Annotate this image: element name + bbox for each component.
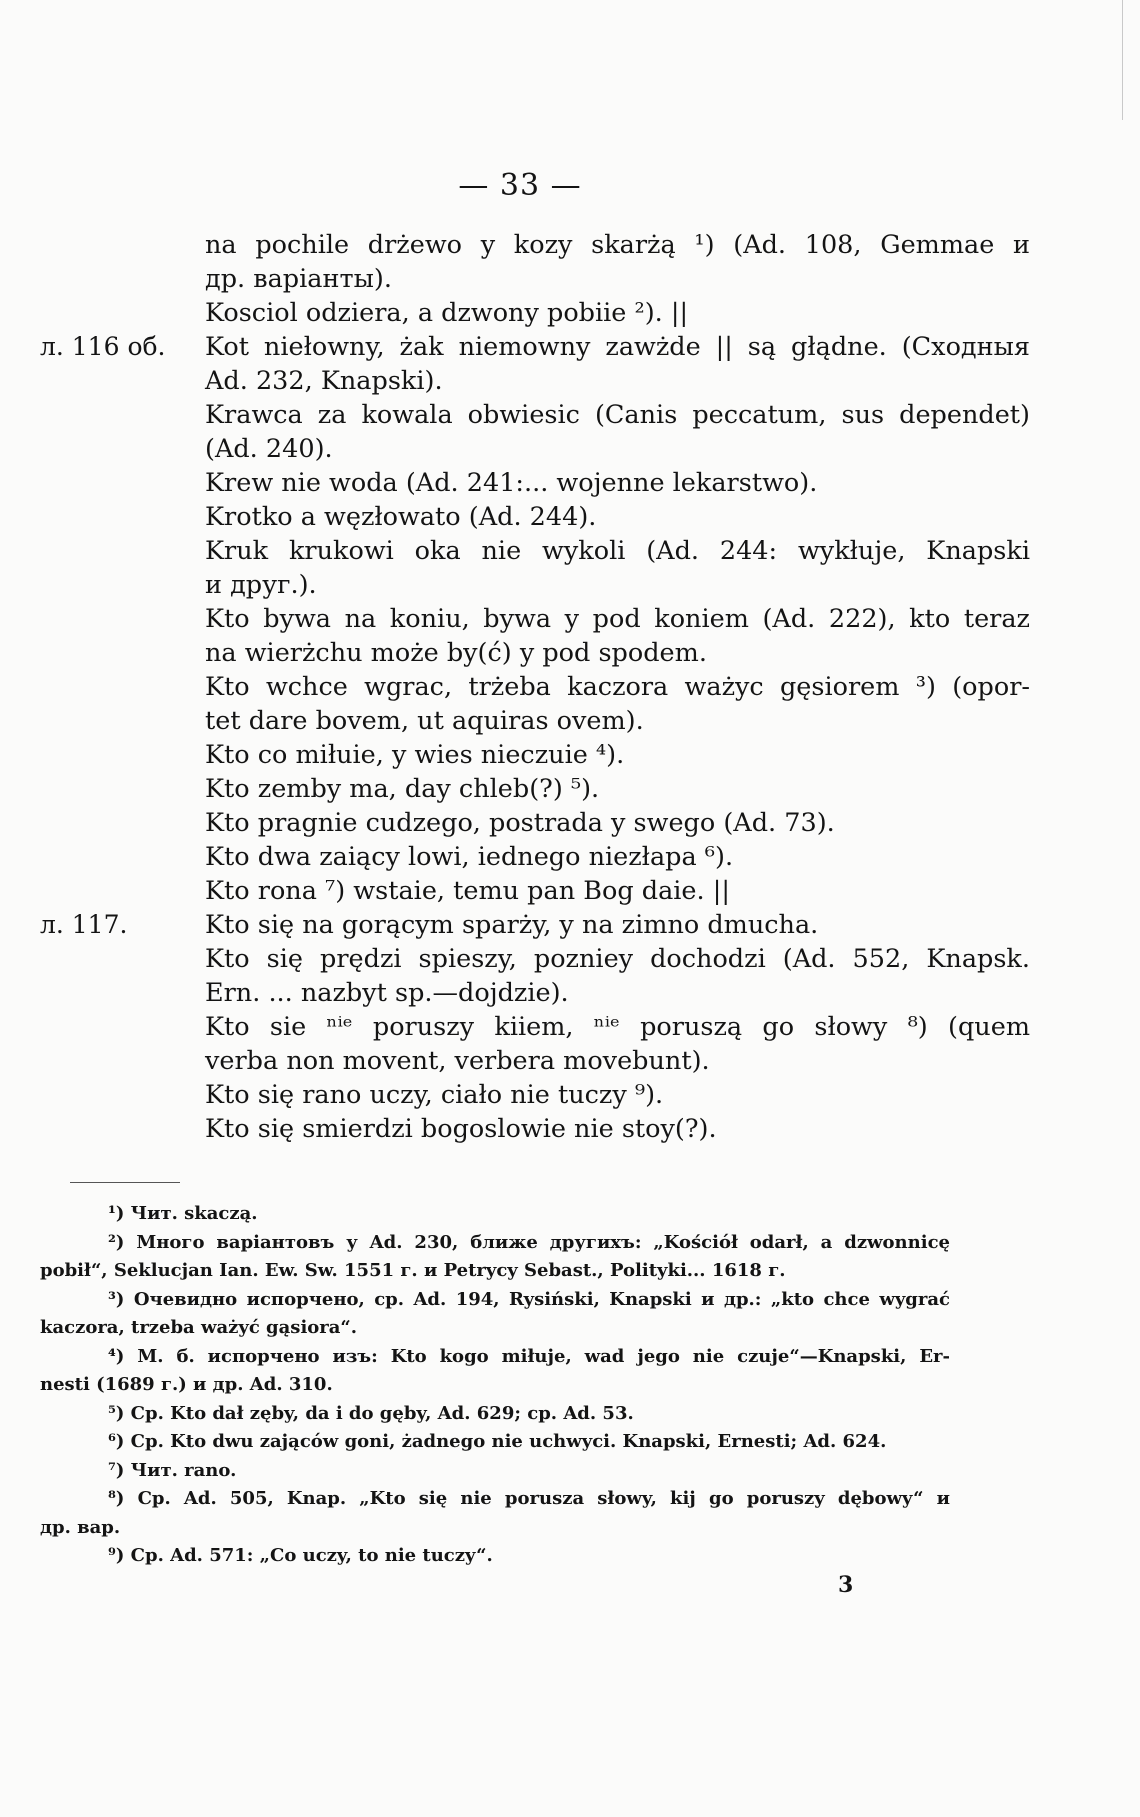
footnote-line: ⁷) Чит. rano. (108, 1459, 237, 1481)
main-text (40, 228, 1040, 1146)
text-line (40, 228, 1040, 262)
text-line (40, 1078, 1040, 1112)
footnote-line: ⁸) Ср. Ad. 505, Knap. „Kto się nie porusza słowy, kij go poruszy dębowy“ и (108, 1488, 950, 1509)
proverb-text: verba non movent, verbera movebunt). (205, 1046, 710, 1076)
text-line (40, 1044, 1040, 1078)
footnote-line: ⁶) Ср. Kto dwu zająców goni, żadnego nie uchwyci. Knapski, Ernesti; Ad. 624. (108, 1431, 887, 1452)
text-line (40, 704, 1040, 738)
proverb-text: Kto się prędzi spieszy, pozniey dochodzi (Ad. 552, Knapsk. (205, 944, 1030, 974)
text-line (40, 432, 1040, 466)
footnote-line: ⁵) Ср. Kto dał zęby, da i do gęby, Ad. 629; ср. Ad. 53. (108, 1402, 634, 1424)
footnote-line: pobił“, Seklucjan Ian. Ew. Sw. 1551 г. и Petrycy Sebast., Polityki... 1618 г. (40, 1260, 786, 1281)
text-line (40, 1010, 1040, 1044)
folio-reference: л. 116 об. (40, 332, 166, 361)
text-line (40, 636, 1040, 670)
footnote-line: ²) Много варіантовъ у Ad. 230, ближе другихъ: „Kościół odarł, a dzwonnicę (108, 1231, 950, 1253)
proverb-text: Kto pragnie cudzego, postrada y swego (Ad. 73). (205, 808, 835, 838)
proverb-text: (Ad. 240). (205, 434, 333, 464)
page-edge-line (1122, 0, 1123, 120)
proverb-text: Kosciol odziera, a dzwony pobiie ²). || (205, 298, 689, 328)
text-line (40, 500, 1040, 534)
proverb-text: Kto zemby ma, day chleb(?) ⁵). (205, 774, 600, 804)
proverb-text: Ern. ... nazbyt sp.—dojdzie). (205, 978, 569, 1008)
text-line (40, 330, 1040, 364)
proverb-text: и друг.). (205, 570, 317, 600)
footnote-line: ³) Очевидно испорчено, ср. Ad. 194, Rysiński, Knapski и др.: „kto chce wygrać (108, 1288, 950, 1310)
text-line (40, 840, 1040, 874)
text-line (40, 568, 1040, 602)
text-line (40, 772, 1040, 806)
text-line (40, 534, 1040, 568)
text-line (40, 398, 1040, 432)
proverb-text: Krew nie woda (Ad. 241:... wojenne lekarstwo). (205, 468, 818, 498)
footnote-line: kaczora, trzeba ważyć gąsiora“. (40, 1317, 358, 1338)
footnote-line: ⁴) M. б. испорчено изъ: Kto kogo miłuje, wad jego nie czuje“—Knapski, Er- (108, 1345, 950, 1367)
footnotes (40, 1200, 950, 1571)
proverb-text: Kot niełowny, żak niemowny zawżde || są głądne. (Сходныя (205, 332, 1030, 362)
footnote-line: ¹) Чит. skaczą. (108, 1203, 258, 1224)
text-line (40, 466, 1040, 500)
proverb-text: Kto bywa na koniu, bywa y pod koniem (Ad. 222), kto teraz (205, 604, 1030, 634)
text-line (40, 874, 1040, 908)
proverb-text: Kto dwa zaiący lowi, iednego niezłapa ⁶). (205, 842, 734, 872)
proverb-text: na pochile drżewo y kozy skarżą ¹) (Ad. 108, Gemmae и (205, 230, 1030, 260)
text-line (40, 262, 1040, 296)
proverb-text: Kto wchce wgrac, trżeba kaczora ważyc gęsiorem ³) (opor- (205, 672, 1030, 702)
text-line (40, 296, 1040, 330)
proverb-text: Kto rona ⁷) wstaie, temu pan Bog daie. || (205, 876, 730, 906)
text-line (40, 1112, 1040, 1146)
text-line (40, 364, 1040, 398)
proverb-text: Kto co miłuie, y wies nieczuie ⁴). (205, 740, 625, 770)
text-line (40, 670, 1040, 704)
proverb-text: Kruk krukowi oka nie wykoli (Ad. 244: wykłuje, Knapski (205, 536, 1030, 566)
folio-reference: л. 117. (40, 910, 128, 939)
proverb-text: Kto sie ⁿⁱᵉ poruszy kiiem, ⁿⁱᵉ poruszą go słowy ⁸) (quem (205, 1012, 1030, 1042)
footnote-line: ⁹) Ср. Ad. 571: „Co uczy, to nie tuczy“. (108, 1545, 493, 1566)
footnote-divider (70, 1182, 180, 1183)
proverb-text: Ad. 232, Knapski). (205, 366, 443, 396)
proverb-text: Krawca za kowala obwiesic (Canis peccatum, sus dependet) (205, 400, 1030, 430)
text-line (40, 976, 1040, 1010)
proverb-text: Kto się na gorącym sparży, y na zimno dmucha. (205, 910, 819, 940)
footnote-line: др. вар. (40, 1516, 121, 1538)
footnote-line: nesti (1689 г.) и др. Ad. 310. (40, 1374, 333, 1395)
text-line (40, 806, 1040, 840)
proverb-text: Kto się rano uczy, ciało nie tuczy ⁹). (205, 1080, 664, 1110)
text-line (40, 908, 1040, 942)
proverb-text: др. варіанты). (205, 264, 392, 294)
text-line (40, 738, 1040, 772)
proverb-text: Krotko a węzłowato (Ad. 244). (205, 502, 597, 532)
proverb-text: Kto się smierdzi bogoslowie nie stoy(?). (205, 1114, 717, 1144)
signature-mark: 3 (838, 1572, 854, 1598)
proverb-text: tet dare bovem, ut aquiras ovem). (205, 706, 644, 736)
text-line (40, 602, 1040, 636)
text-line (40, 942, 1040, 976)
proverb-text: na wierżchu może by(ć) y pod spodem. (205, 638, 707, 668)
page-number: — 33 — (458, 168, 582, 203)
